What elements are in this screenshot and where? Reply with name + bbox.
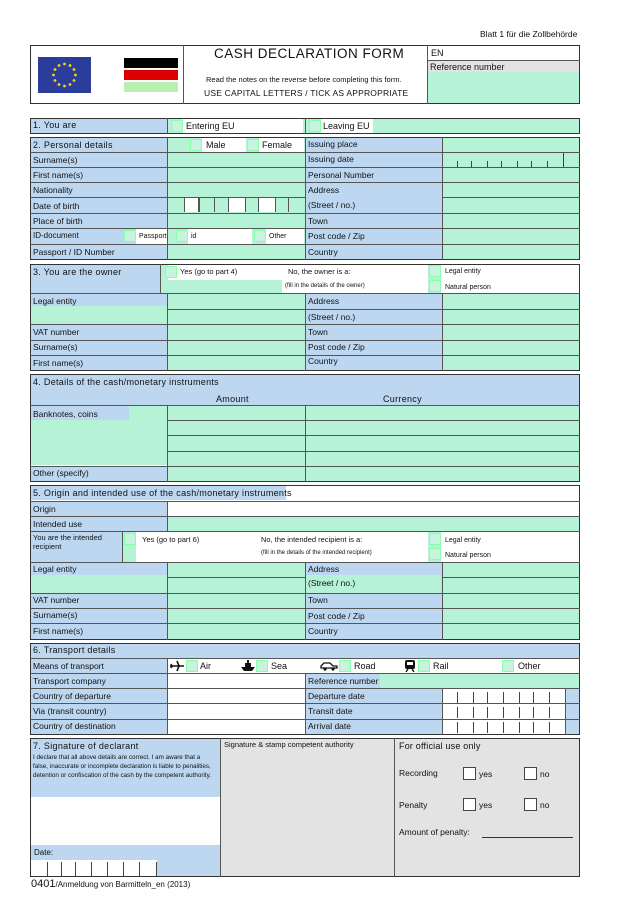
arrival-date-label: Arrival date xyxy=(308,721,351,731)
via-transit-country-label: Via (transit country) xyxy=(33,706,107,716)
female-checkbox[interactable] xyxy=(247,139,259,151)
owner-yes-checkbox[interactable] xyxy=(165,266,177,278)
departure-date-label: Departure date xyxy=(308,691,365,701)
ship-icon xyxy=(240,660,256,672)
owner-first-name-label: First name(s) xyxy=(33,358,84,368)
plane-icon xyxy=(170,660,184,672)
owner-yes-label: Yes (go to part 4) xyxy=(180,267,238,276)
section-5-title: 5. Origin and intended use of the cash/monetary instruments xyxy=(33,488,292,498)
recipient-natural-person-label: Natural person xyxy=(445,552,491,559)
leaving-eu-checkbox[interactable] xyxy=(309,120,321,132)
currency-header: Currency xyxy=(383,394,422,404)
recipient-town-label: Town xyxy=(308,595,328,605)
reference-number-label: Reference number xyxy=(430,62,505,72)
owner-fill-note: (fill in the details of the owner) xyxy=(285,283,365,289)
banknotes-label: Banknotes, coins xyxy=(33,409,98,419)
amount-header: Amount xyxy=(216,394,249,404)
town-label: Town xyxy=(308,216,328,226)
entering-eu-checkbox[interactable] xyxy=(171,120,183,132)
id-label: id xyxy=(191,233,197,240)
origin-label: Origin xyxy=(33,504,56,514)
entering-eu-label: Entering EU xyxy=(186,121,235,131)
other-transport-label: Other xyxy=(518,661,541,671)
footer-text: /Anmeldung von Barmitteln_en (2013) xyxy=(55,880,191,889)
leaving-eu-label: Leaving EU xyxy=(323,121,370,131)
recording-label: Recording xyxy=(399,768,438,778)
footer-form-code xyxy=(31,879,190,890)
passport-label: Passport xyxy=(139,233,167,240)
owner-natural-person-checkbox[interactable] xyxy=(429,280,441,292)
currency-fields[interactable] xyxy=(306,406,579,481)
declaration-line-1: I declare that all above details are correct. I am aware that a xyxy=(33,754,201,761)
means-of-transport-label: Means of transport xyxy=(33,661,104,671)
first-name-label: First name(s) xyxy=(33,170,84,180)
street-label: (Street / no.) xyxy=(308,200,356,210)
footer-code: 0401 xyxy=(31,878,56,890)
amount-of-penalty-label: Amount of penalty: xyxy=(399,827,470,837)
official-use-title: For official use only xyxy=(399,741,481,751)
other-id-label: Other xyxy=(269,233,287,240)
recording-yes-checkbox[interactable] xyxy=(463,767,476,780)
address-label: Address xyxy=(308,185,340,195)
recipient-first-name-label: First name(s) xyxy=(33,626,84,636)
penalty-yes-label: yes xyxy=(479,800,493,810)
post-code-label: Post code / Zip xyxy=(308,231,365,241)
other-specify-label: Other (specify) xyxy=(33,468,89,478)
germany-flag-icon xyxy=(124,58,178,94)
reference-number-transport-label: Reference number xyxy=(308,676,379,686)
id-document-label: ID-document xyxy=(33,231,79,240)
recording-no-checkbox[interactable] xyxy=(524,767,537,780)
recipient-post-code-label: Post code / Zip xyxy=(308,611,365,621)
amount-of-penalty-line[interactable] xyxy=(482,837,573,838)
owner-no-label: No, the owner is a: xyxy=(288,267,351,276)
intended-use-label: Intended use xyxy=(33,519,83,529)
declaration-line-3: detention or confiscation of the cash by the competent authority. xyxy=(33,772,212,779)
recipient-address-label: Address xyxy=(308,564,340,574)
section-6-title: 6. Transport details xyxy=(33,645,116,655)
country-label: Country xyxy=(308,247,338,257)
date-of-birth-label: Date of birth xyxy=(33,201,80,211)
sheet-note: Blatt 1 für die Zollbehörde xyxy=(480,29,578,39)
air-label: Air xyxy=(200,661,211,671)
other-transport-checkbox[interactable] xyxy=(502,660,514,672)
signature-date-field[interactable] xyxy=(31,860,157,876)
reference-number-transport-field[interactable] xyxy=(380,674,579,688)
owner-address-label: Address xyxy=(308,296,340,306)
rail-checkbox[interactable] xyxy=(418,660,430,672)
passport-checkbox[interactable] xyxy=(124,230,136,242)
authority-signature-label: Signature & stamp competent authority xyxy=(224,740,354,749)
penalty-no-label: no xyxy=(540,800,550,810)
notes-instruction: Read the notes on the reverse before completing this form. xyxy=(206,75,402,84)
declarant-signature-field[interactable] xyxy=(31,797,220,845)
train-icon xyxy=(404,660,416,672)
recipient-street-label: (Street / no.) xyxy=(308,578,356,588)
recipient-surname-label: Surname(s) xyxy=(33,610,78,620)
caps-instruction: USE CAPITAL LETTERS / TICK AS APPROPRIATE xyxy=(204,88,409,98)
recipient-natural-person-checkbox[interactable] xyxy=(429,548,441,560)
owner-legal-entity-field-label: Legal entity xyxy=(33,296,77,306)
recording-no-label: no xyxy=(540,769,550,779)
country-of-departure-label: Country of departure xyxy=(33,691,111,701)
reference-number-field[interactable] xyxy=(428,72,579,103)
passport-id-number-label: Passport / ID Number xyxy=(33,247,115,257)
recipient-yes-label: Yes (go to part 6) xyxy=(142,535,200,544)
recipient-no-label: No, the intended recipient is a: xyxy=(261,535,363,544)
owner-street-label: (Street / no.) xyxy=(308,312,356,322)
place-of-birth-label: Place of birth xyxy=(33,216,83,226)
owner-legal-entity-checkbox[interactable] xyxy=(429,265,441,277)
recipient-country-label: Country xyxy=(308,626,338,636)
date-of-birth-field[interactable] xyxy=(168,198,304,212)
other-id-checkbox[interactable] xyxy=(254,230,266,242)
nationality-label: Nationality xyxy=(33,185,73,195)
sea-label: Sea xyxy=(271,661,288,671)
date-label: Date: xyxy=(34,848,54,857)
country-of-destination-label: Country of destination xyxy=(33,721,116,731)
recipient-legal-entity-label: Legal entity xyxy=(445,537,481,544)
male-checkbox[interactable] xyxy=(190,139,202,151)
issuing-place-label: Issuing place xyxy=(308,139,358,149)
sea-checkbox[interactable] xyxy=(256,660,268,672)
penalty-no-checkbox[interactable] xyxy=(524,798,537,811)
form-title: CASH DECLARATION FORM xyxy=(214,46,405,61)
section-3-title: 3. You are the owner xyxy=(33,267,122,277)
personal-number-label: Personal Number xyxy=(308,170,375,180)
owner-town-label: Town xyxy=(308,327,328,337)
language-code: EN xyxy=(431,48,444,58)
amount-fields[interactable] xyxy=(168,406,305,481)
issuing-date-label: Issuing date xyxy=(308,154,354,164)
transport-company-label: Transport company xyxy=(33,676,106,686)
intended-recipient-label: You are the intended recipient xyxy=(33,533,102,551)
owner-legal-entity-label: Legal entity xyxy=(445,268,481,275)
issuing-date-field[interactable] xyxy=(443,153,579,167)
section-4-title: 4. Details of the cash/monetary instruments xyxy=(33,377,219,387)
section-2-title: 2. Personal details xyxy=(33,140,113,150)
owner-post-code-label: Post code / Zip xyxy=(308,342,365,352)
declaration-line-2: false, inaccurate or incomplete declaration is liable to penalities, xyxy=(33,763,211,770)
surname-label: Surname(s) xyxy=(33,155,78,165)
penalty-yes-checkbox[interactable] xyxy=(463,798,476,811)
transit-date-label: Transit date xyxy=(308,706,353,716)
recipient-fill-note: (fill in the details of the intended recipient) xyxy=(261,550,372,556)
car-icon xyxy=(320,661,338,671)
eu-flag-icon xyxy=(38,57,91,93)
recipient-yes-checkbox[interactable] xyxy=(124,533,136,545)
section-7-title: 7. Signature of declarant xyxy=(33,741,139,751)
recipient-legal-entity-checkbox[interactable] xyxy=(429,533,441,545)
recipient-vat-label: VAT number xyxy=(33,595,80,605)
road-checkbox[interactable] xyxy=(339,660,351,672)
recording-yes-label: yes xyxy=(479,769,493,779)
air-checkbox[interactable] xyxy=(186,660,198,672)
rail-label: Rail xyxy=(433,661,449,671)
owner-surname-label: Surname(s) xyxy=(33,342,78,352)
owner-natural-person-label: Natural person xyxy=(445,284,491,291)
female-label: Female xyxy=(262,140,293,150)
owner-country-label: Country xyxy=(308,356,338,366)
date-fields[interactable] xyxy=(443,689,565,734)
owner-vat-label: VAT number xyxy=(33,327,80,337)
section-1-title: 1. You are xyxy=(33,120,77,130)
road-label: Road xyxy=(354,661,376,671)
male-label: Male xyxy=(206,140,226,150)
recipient-legal-entity-field-label: Legal entity xyxy=(33,564,77,574)
id-checkbox[interactable] xyxy=(176,230,188,242)
penalty-label: Penalty xyxy=(399,800,428,810)
intended-use-field[interactable] xyxy=(168,517,579,531)
